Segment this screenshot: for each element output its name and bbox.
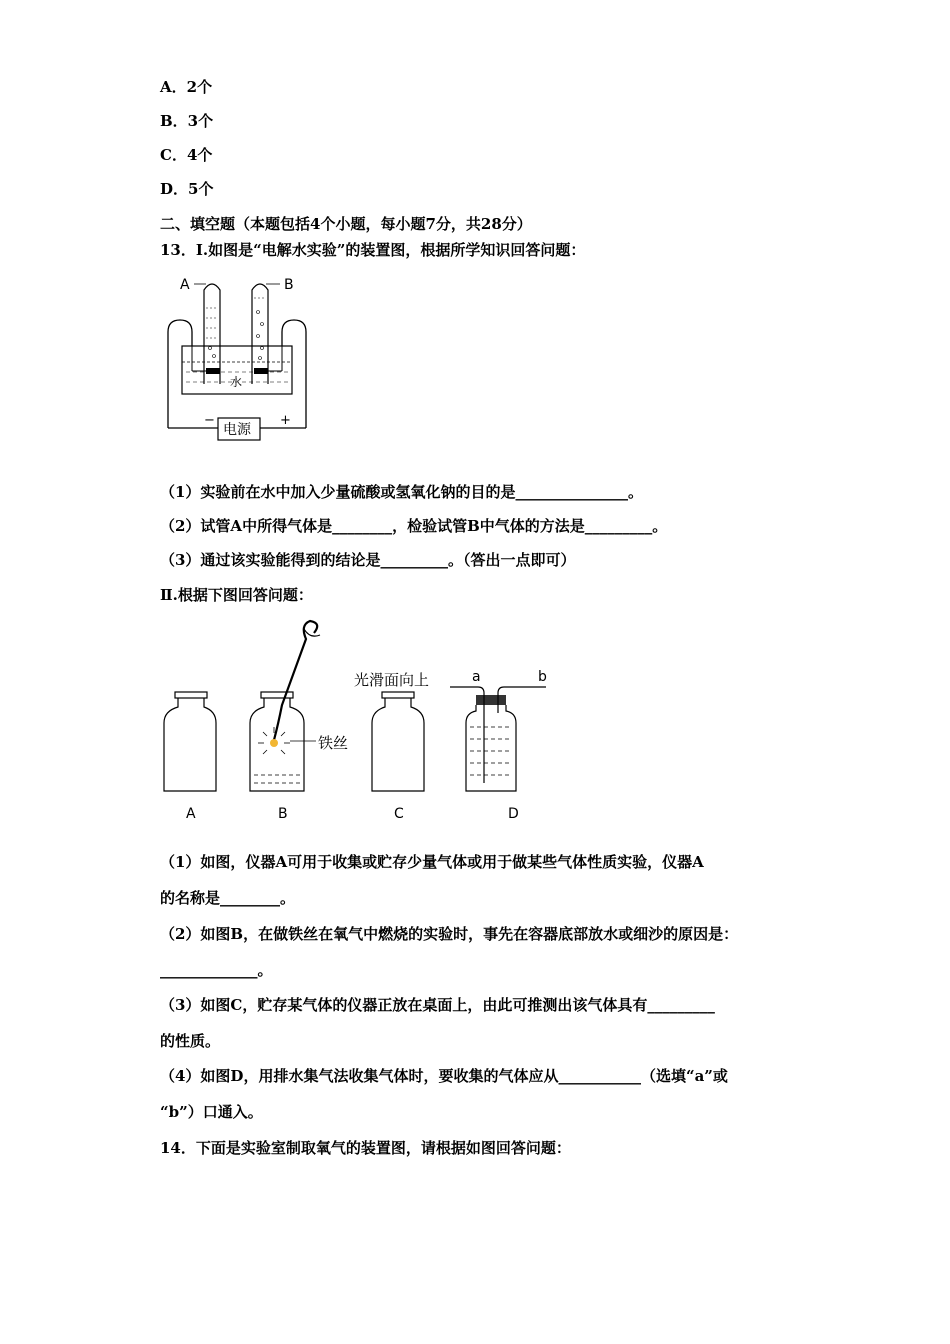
plus-sign: +	[280, 413, 291, 428]
bottle-a	[164, 692, 216, 791]
iron-wire-label: 铁丝	[318, 734, 349, 752]
label-d: D	[508, 806, 519, 822]
q13-p3-line1: （3）如图C，贮存某气体的仪器正放在桌面上，由此可推测出该气体具有_________	[160, 996, 715, 1014]
q13-p1-line1: （1）如图，仪器A可用于收集或贮存少量气体或用于做某些气体性质实验，仪器A	[160, 853, 704, 871]
minus-sign: −	[204, 413, 215, 428]
label-c: C	[394, 806, 404, 822]
port-a-label: a	[472, 669, 481, 685]
bottle-d	[450, 687, 546, 791]
section-heading: 二、填空题（本题包括4个小题，每小题7分，共28分）	[160, 215, 532, 233]
option-d: D．5个	[160, 180, 214, 198]
electrolysis-figure	[160, 268, 330, 448]
q13-p4-line1: （4）如图D，用排水集气法收集气体时，要收集的气体应从___________（选填“a”或	[160, 1067, 728, 1085]
port-b-label: b	[538, 669, 547, 685]
label-b: B	[278, 806, 288, 822]
option-b: B．3个	[160, 112, 214, 130]
power-label: 电源	[223, 422, 251, 438]
option-c: C．4个	[160, 146, 213, 164]
tube-a-label: A	[180, 277, 190, 293]
q13-p2-line1: （2）如图B，在做铁丝在氧气中燃烧的实验时，事先在容器底部放水或细沙的原因是：	[160, 925, 739, 943]
q13-sub3: （3）通过该实验能得到的结论是_________。（答出一点即可）	[160, 551, 576, 569]
q13-sub2: （2）试管A中所得气体是________，检验试管B中气体的方法是_________。	[160, 517, 668, 535]
q13-sub1: （1）实验前在水中加入少量硫酸或氢氧化钠的目的是_______________。	[160, 483, 643, 501]
water-label: 水	[230, 375, 243, 389]
option-a: A．2个	[160, 78, 213, 96]
q13-intro: 13．Ⅰ.如图是“电解水实验”的装置图，根据所学知识回答问题：	[160, 241, 586, 259]
tube-b-label: B	[284, 277, 294, 293]
bottle-b	[250, 621, 320, 791]
q13-part2: Ⅱ.根据下图回答问题：	[160, 586, 313, 604]
q13-p1-line2: 的名称是________。	[160, 889, 296, 907]
q13-p4-line2: “b”）口通入。	[160, 1103, 263, 1121]
label-a: A	[186, 806, 196, 822]
bottle-c	[372, 692, 424, 791]
q14-intro: 14．下面是实验室制取氧气的装置图，请根据如图回答问题：	[160, 1139, 571, 1157]
q13-p2-line2: _____________。	[160, 961, 273, 979]
smooth-side-label: 光滑面向上	[354, 671, 430, 689]
q13-p3-line2: 的性质。	[160, 1032, 221, 1050]
apparatus-figure	[150, 615, 570, 825]
